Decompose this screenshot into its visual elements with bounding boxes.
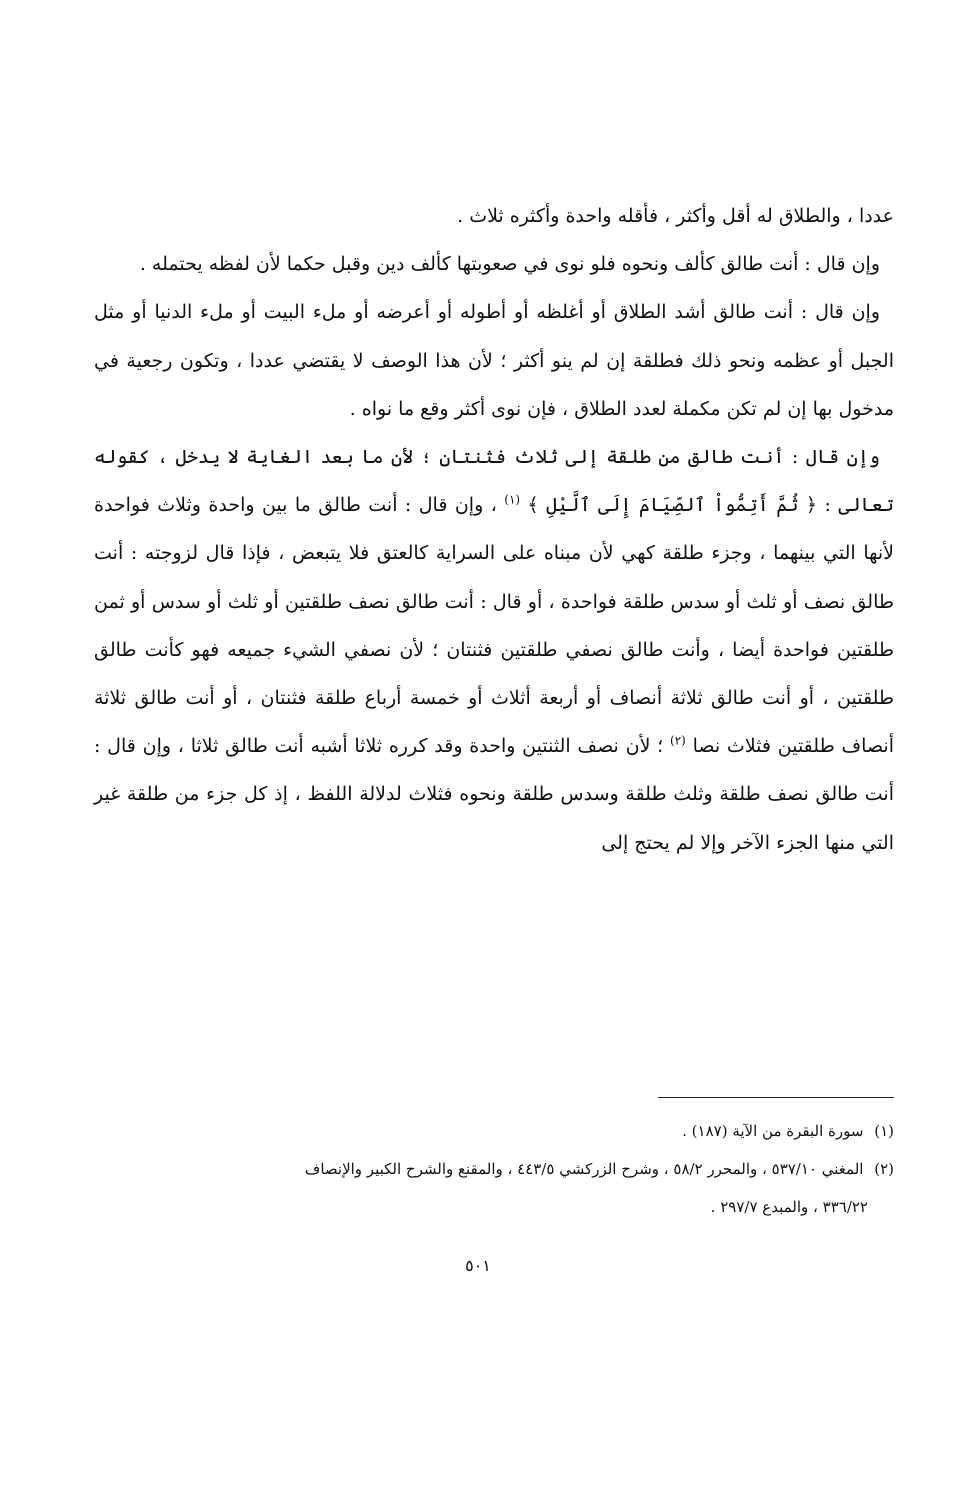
footnote-number: (٢): [874, 1160, 894, 1178]
paragraph-ashadd: [94, 288, 894, 433]
footnote-1: [94, 1112, 894, 1150]
footnote-2: [94, 1150, 894, 1188]
paragraph-text: وإن قال : أنت طالق من طلقة إلى ثلاث فثنتان ؛ لأن ما بعد الغاية لا يدخل ، كقوله تعالى : ﴿ ثُمَّ أَتِمُّواْ ٱلصِّيَامَ إِلَى ٱلَّيْلِ ﴾: [94, 446, 894, 517]
paragraph-text: ؛ لأن نصف الثنتين واحدة وقد كرره ثلاثا أشبه أنت طالق ثلاثا ، وإن قال : أنت طالق نصف طلقة وثلث طلقة وسدس طلقة ونحوه فثلاث لدلالة اللفظ ، إذ كل جزء من طلقة غير التي منها الجزء الآخر وإلا لم يحتج إلى: [94, 735, 894, 854]
page-number: ٥٠١: [465, 1256, 491, 1275]
footnotes: [94, 1112, 894, 1226]
paragraph-text: وإن قال : أنت طالق كألف ونحوه فلو نوى في صعوبتها كألف دين وقبل حكما لأن لفظه يحتمله .: [139, 253, 880, 276]
main-text: [94, 192, 894, 867]
footnote-number: (١): [874, 1122, 894, 1140]
paragraph-alf: [94, 240, 894, 288]
footnote-text: سورة البقرة من الآية (١٨٧) .: [682, 1122, 864, 1140]
paragraph-text: وإن قال : أنت طالق أشد الطلاق أو أغلظه أو أطوله أو أعرضه أو ملء البيت أو ملء الدنيا أو مثل الجبل أو عظمه ونحو ذلك فطلقة إن لم ينو أكثر ؛ لأن هذا الوصف لا يقتضي عددا ، وتكون رجعية في مدخول بها إن لم تكن مكملة لعدد الطلاق ، فإن نوى أكثر وقع ما نواه .: [94, 301, 894, 420]
paragraph-min-talqa: [94, 433, 894, 867]
footnote-text: المغني ٥٣٧/١٠ ، والمحرر ٥٨/٢ ، وشرح الزركشي ٤٤٣/٥ ، والمقنع والشرح الكبير والإنصاف: [304, 1160, 864, 1178]
footnote-ref-1[interactable]: (١): [504, 492, 521, 507]
footnote-divider: [658, 1097, 894, 1098]
paragraph-text: عددا ، والطلاق له أقل وأكثر ، فأقله واحدة وأكثره ثلاث .: [457, 205, 894, 227]
footnote-text: ٣٣٦/٢٢ ، والمبدع ٢٩٧/٧ .: [710, 1198, 868, 1216]
paragraph-continuation: [94, 192, 894, 240]
footnote-2-continuation: [94, 1188, 894, 1226]
paragraph-text: ، وإن قال : أنت طالق ما بين واحدة وثلاث فواحدة لأنها التي بينهما ، وجزء طلقة كهي لأن مبناه على السراية كالعتق فلا يتبعض ، فإذا قال لزوجته : أنت طالق نصف أو ثلث أو سدس طلقة فواحدة ، أو قال : أنت طالق نصف طلقتين أو ثلث أو سدس أو ثمن طلقتين فواحدة أيضا ، وأنت طالق نصفي طلقتين فثنتان ؛ لأن نصفي الشيء جميعه فهو كأنت طالق طلقتين ، أو أنت طالق ثلاثة أنصاف أو أربعة أثلاث أو خمسة أرباع طلقة فثنتان ، أو أنت طالق ثلاثة أنصاف طلقتين فثلاث نصا: [94, 494, 894, 758]
footnote-ref-2[interactable]: (٢): [670, 733, 686, 748]
